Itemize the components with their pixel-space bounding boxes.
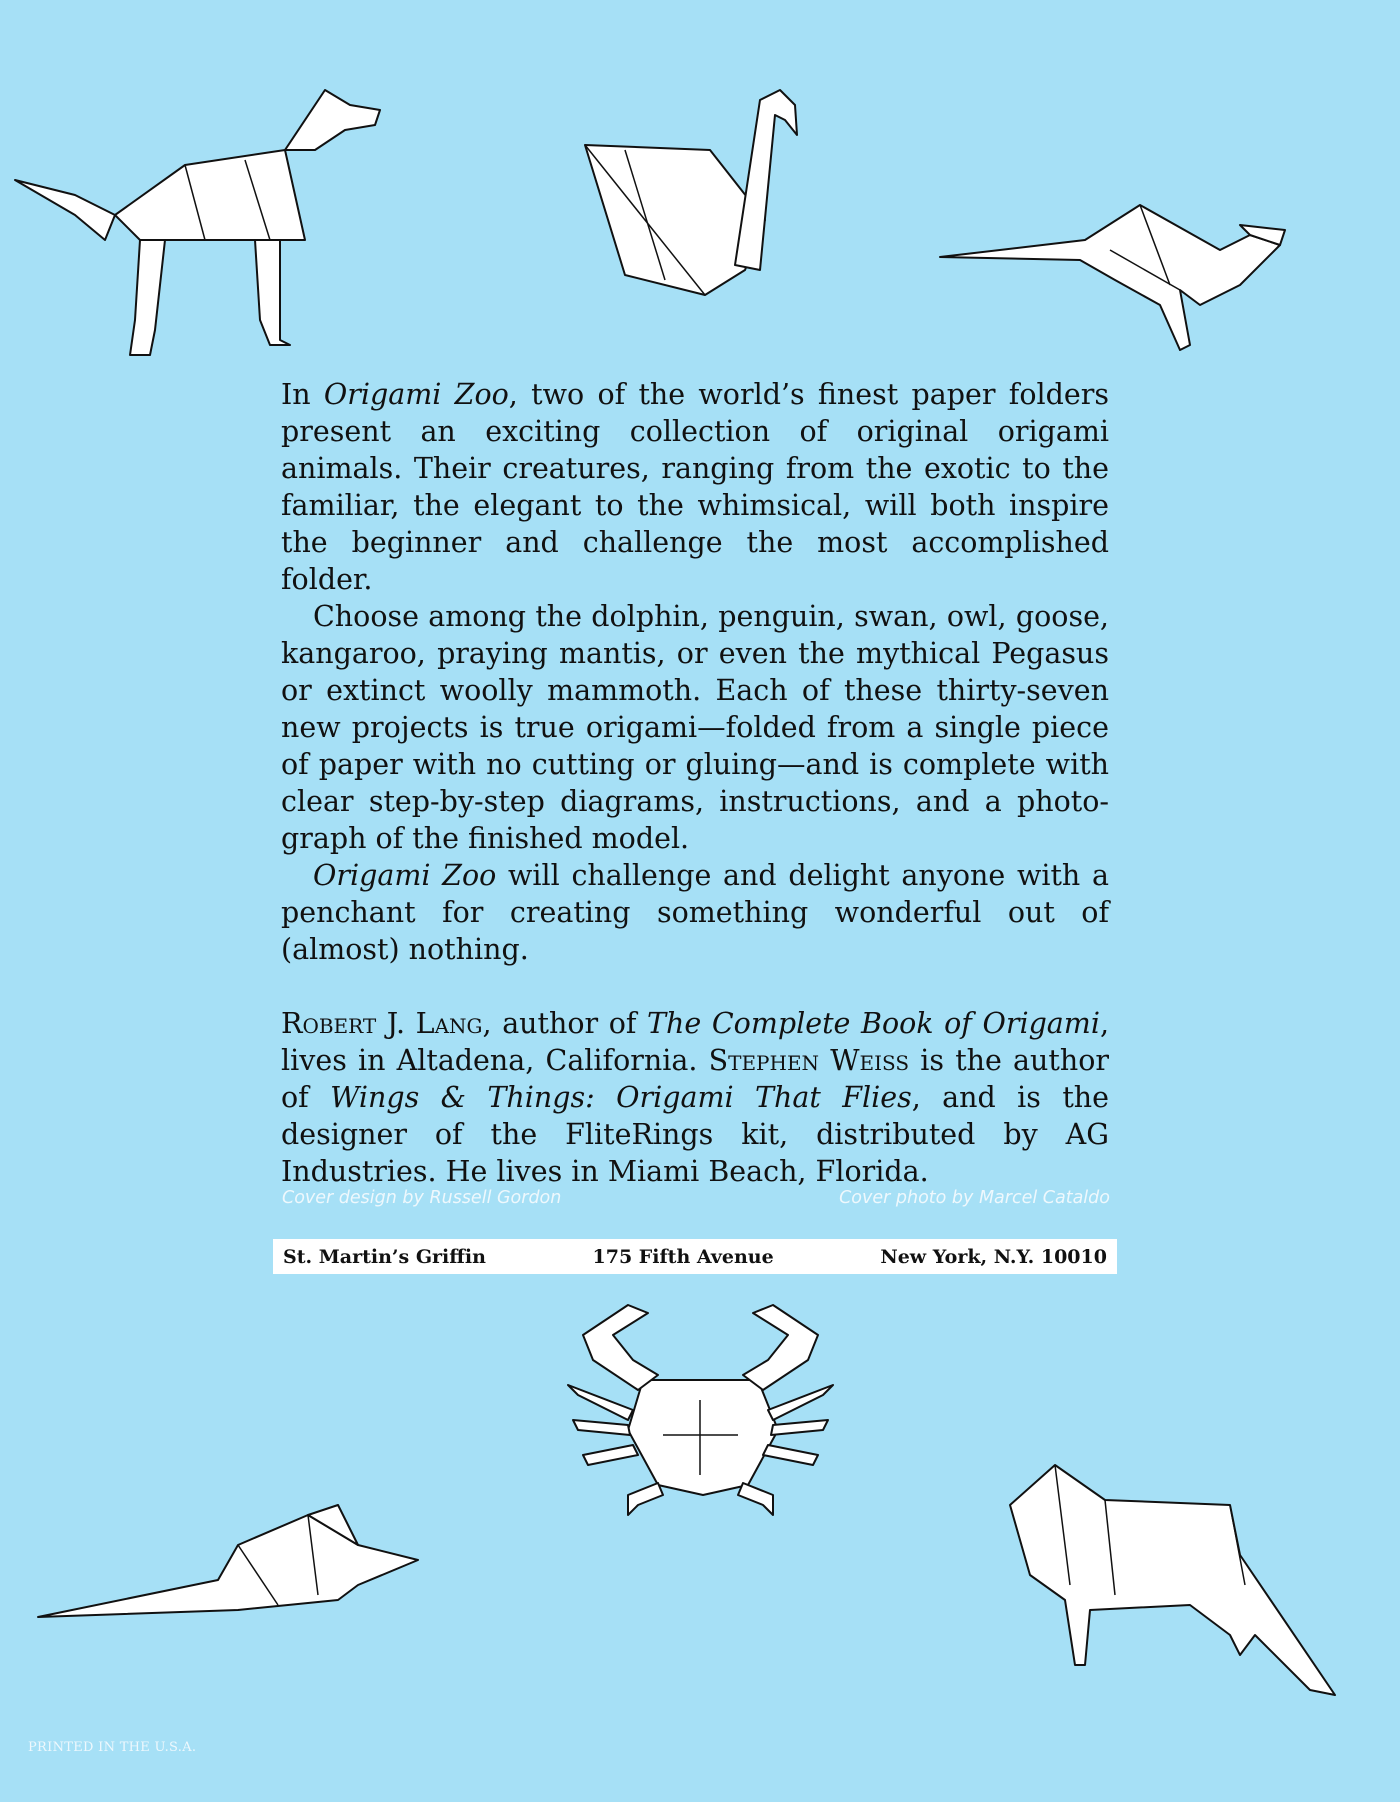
book-title: The Complete Book of Origami xyxy=(647,1007,1100,1040)
origami-rat-illustration xyxy=(38,1505,418,1620)
publisher-city: New York, N.Y. 10010 xyxy=(880,1245,1107,1268)
author-bio xyxy=(281,1005,1109,1190)
bio-text: , author of xyxy=(482,1007,648,1040)
origami-kangaroo-illustration xyxy=(940,205,1350,350)
origami-swan-illustration xyxy=(585,90,815,300)
blurb-paragraph-2: Choose among the dolphin, penguin, swan, owl, goose, kangaroo, praying mantis, or even the mythical Pegasus or extinct woolly mammoth. Each of these thirty-seven new projects is true origami—folded from a single piece of paper with no cutting or gluing—and is complete with clear step-by-step diagrams, instructions, and a photo-graph of the finished model. xyxy=(281,600,1109,855)
publisher-bar xyxy=(273,1239,1117,1274)
blurb-paragraph-3 xyxy=(281,857,1109,968)
blurb-text: In xyxy=(281,378,324,411)
origami-crab-illustration xyxy=(568,1305,833,1520)
book-title: Origami Zoo xyxy=(323,378,509,411)
bio-text: is the author of xyxy=(281,1044,1109,1114)
bio-text: , and is the designer of the FliteRings kit, distributed by AG Industries. He lives in Miami Beach, Florida. xyxy=(281,1081,1109,1188)
book-title: Origami Zoo xyxy=(313,859,497,892)
author-name: Stephen Weiss xyxy=(708,1044,910,1077)
cover-design-credit: Cover design by Russell Gordon xyxy=(282,1188,562,1208)
origami-dog-illustration xyxy=(15,90,315,360)
cover-photo-credit: Cover photo by Marcel Cataldo xyxy=(839,1188,1110,1208)
author-name: Robert J. Lang xyxy=(281,1007,483,1040)
printed-in-usa-note: PRINTED IN THE U.S.A. xyxy=(28,1740,197,1755)
origami-lion-illustration xyxy=(1010,1465,1335,1700)
publisher-name: St. Martin’s Griffin xyxy=(283,1245,486,1268)
blurb-text: will challenge and delight anyone with a penchant for creating something wonderful out of (almost) nothing. xyxy=(281,859,1109,966)
bio-text: , lives in Altadena, California. xyxy=(281,1007,1110,1077)
blurb-paragraph-1 xyxy=(281,376,1109,598)
back-cover-blurb xyxy=(281,376,1109,1190)
publisher-address: 175 Fifth Avenue xyxy=(592,1245,774,1268)
book-title: Wings & Things: Origami That Flies xyxy=(330,1081,912,1114)
blurb-text: , two of the world’s finest paper folders present an exciting collection of original origami animals. Their creatures, ranging from the exotic to the familiar, the elegant to the whimsical, will both inspire the beginner and challenge the most accomplished folder. xyxy=(281,378,1109,596)
